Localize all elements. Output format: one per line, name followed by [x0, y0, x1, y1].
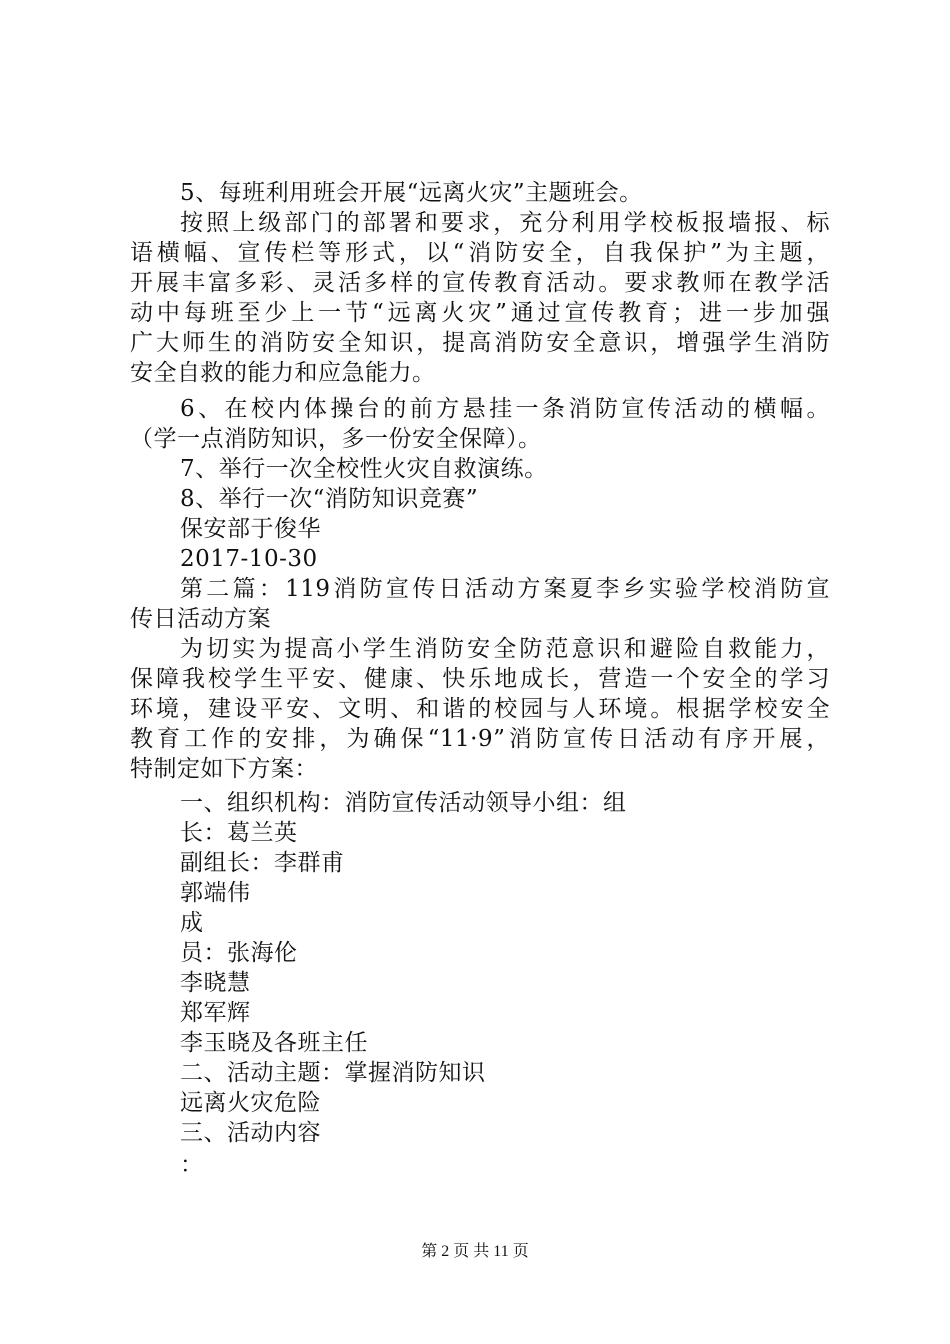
- list-item: 成: [180, 910, 204, 936]
- paragraph-line: （学一点消防知识，多一份安全保障）。: [130, 426, 542, 452]
- list-item: 员：张海伦: [180, 940, 298, 966]
- paragraph-line: 安全自救的能力和应急能力。: [130, 360, 436, 386]
- section-heading-line: 第二篇：119消防宣传日活动方案夏李乡实验学校消防宣: [180, 576, 830, 602]
- list-item: 郭端伟: [180, 880, 251, 906]
- page-footer: 第 2 页 共 11 页: [421, 1243, 529, 1260]
- list-item: 三、活动内容: [180, 1120, 321, 1146]
- paragraph-line: 动中每班至少上一节“远离火灾”通过宣传教育；进一步加强: [130, 300, 830, 326]
- paragraph-line: 保障我校学生平安、健康、快乐地成长，营造一个安全的学习: [130, 666, 830, 692]
- paragraph-line: 特制定如下方案：: [130, 756, 318, 782]
- paragraph-line: 教育工作的安排，为确保“11·9”消防宣传日活动有序开展，: [130, 726, 830, 752]
- paragraph-line: 为切实为提高小学生消防安全防范意识和避险自救能力，: [180, 636, 830, 662]
- paragraph-line: 环境，建设平安、文明、和谐的校园与人环境。根据学校安全: [130, 696, 830, 722]
- list-item: 李晓慧: [180, 970, 251, 996]
- section-heading-line: 传日活动方案: [130, 606, 271, 632]
- paragraph-line: 6、在校内体操台的前方悬挂一条消防宣传活动的横幅。: [180, 396, 830, 422]
- list-item: 郑军辉: [180, 1000, 251, 1026]
- list-item: 李玉晓及各班主任: [180, 1030, 368, 1056]
- list-item: 副组长：李群甫: [180, 850, 345, 876]
- paragraph-line: 7、举行一次全校性火灾自救演练。: [180, 456, 548, 482]
- paragraph-line: 开展丰富多彩、灵活多样的宣传教育活动。要求教师在教学活: [130, 270, 830, 296]
- paragraph-line: 按照上级部门的部署和要求，充分利用学校板报墙报、标: [180, 210, 830, 236]
- paragraph-line: 广大师生的消防安全知识，提高消防安全意识，增强学生消防: [130, 330, 830, 356]
- list-item: ：: [180, 1152, 204, 1178]
- signature-line: 保安部于俊华: [180, 516, 321, 542]
- paragraph-line: 语横幅、宣传栏等形式，以“消防安全，自我保护”为主题，: [130, 240, 830, 266]
- paragraph-line: 8、举行一次“消防知识竞赛”: [180, 486, 479, 512]
- list-item: 二、活动主题：掌握消防知识: [180, 1060, 486, 1086]
- list-item: 远离火灾危险: [180, 1090, 321, 1116]
- list-item: 长：葛兰英: [180, 820, 298, 846]
- date-line: 2017-10-30: [180, 546, 318, 572]
- list-item: 一、组织机构：消防宣传活动领导小组：组: [180, 790, 627, 816]
- paragraph-line: 5、每班利用班会开展“远离火灾”主题班会。: [180, 180, 643, 206]
